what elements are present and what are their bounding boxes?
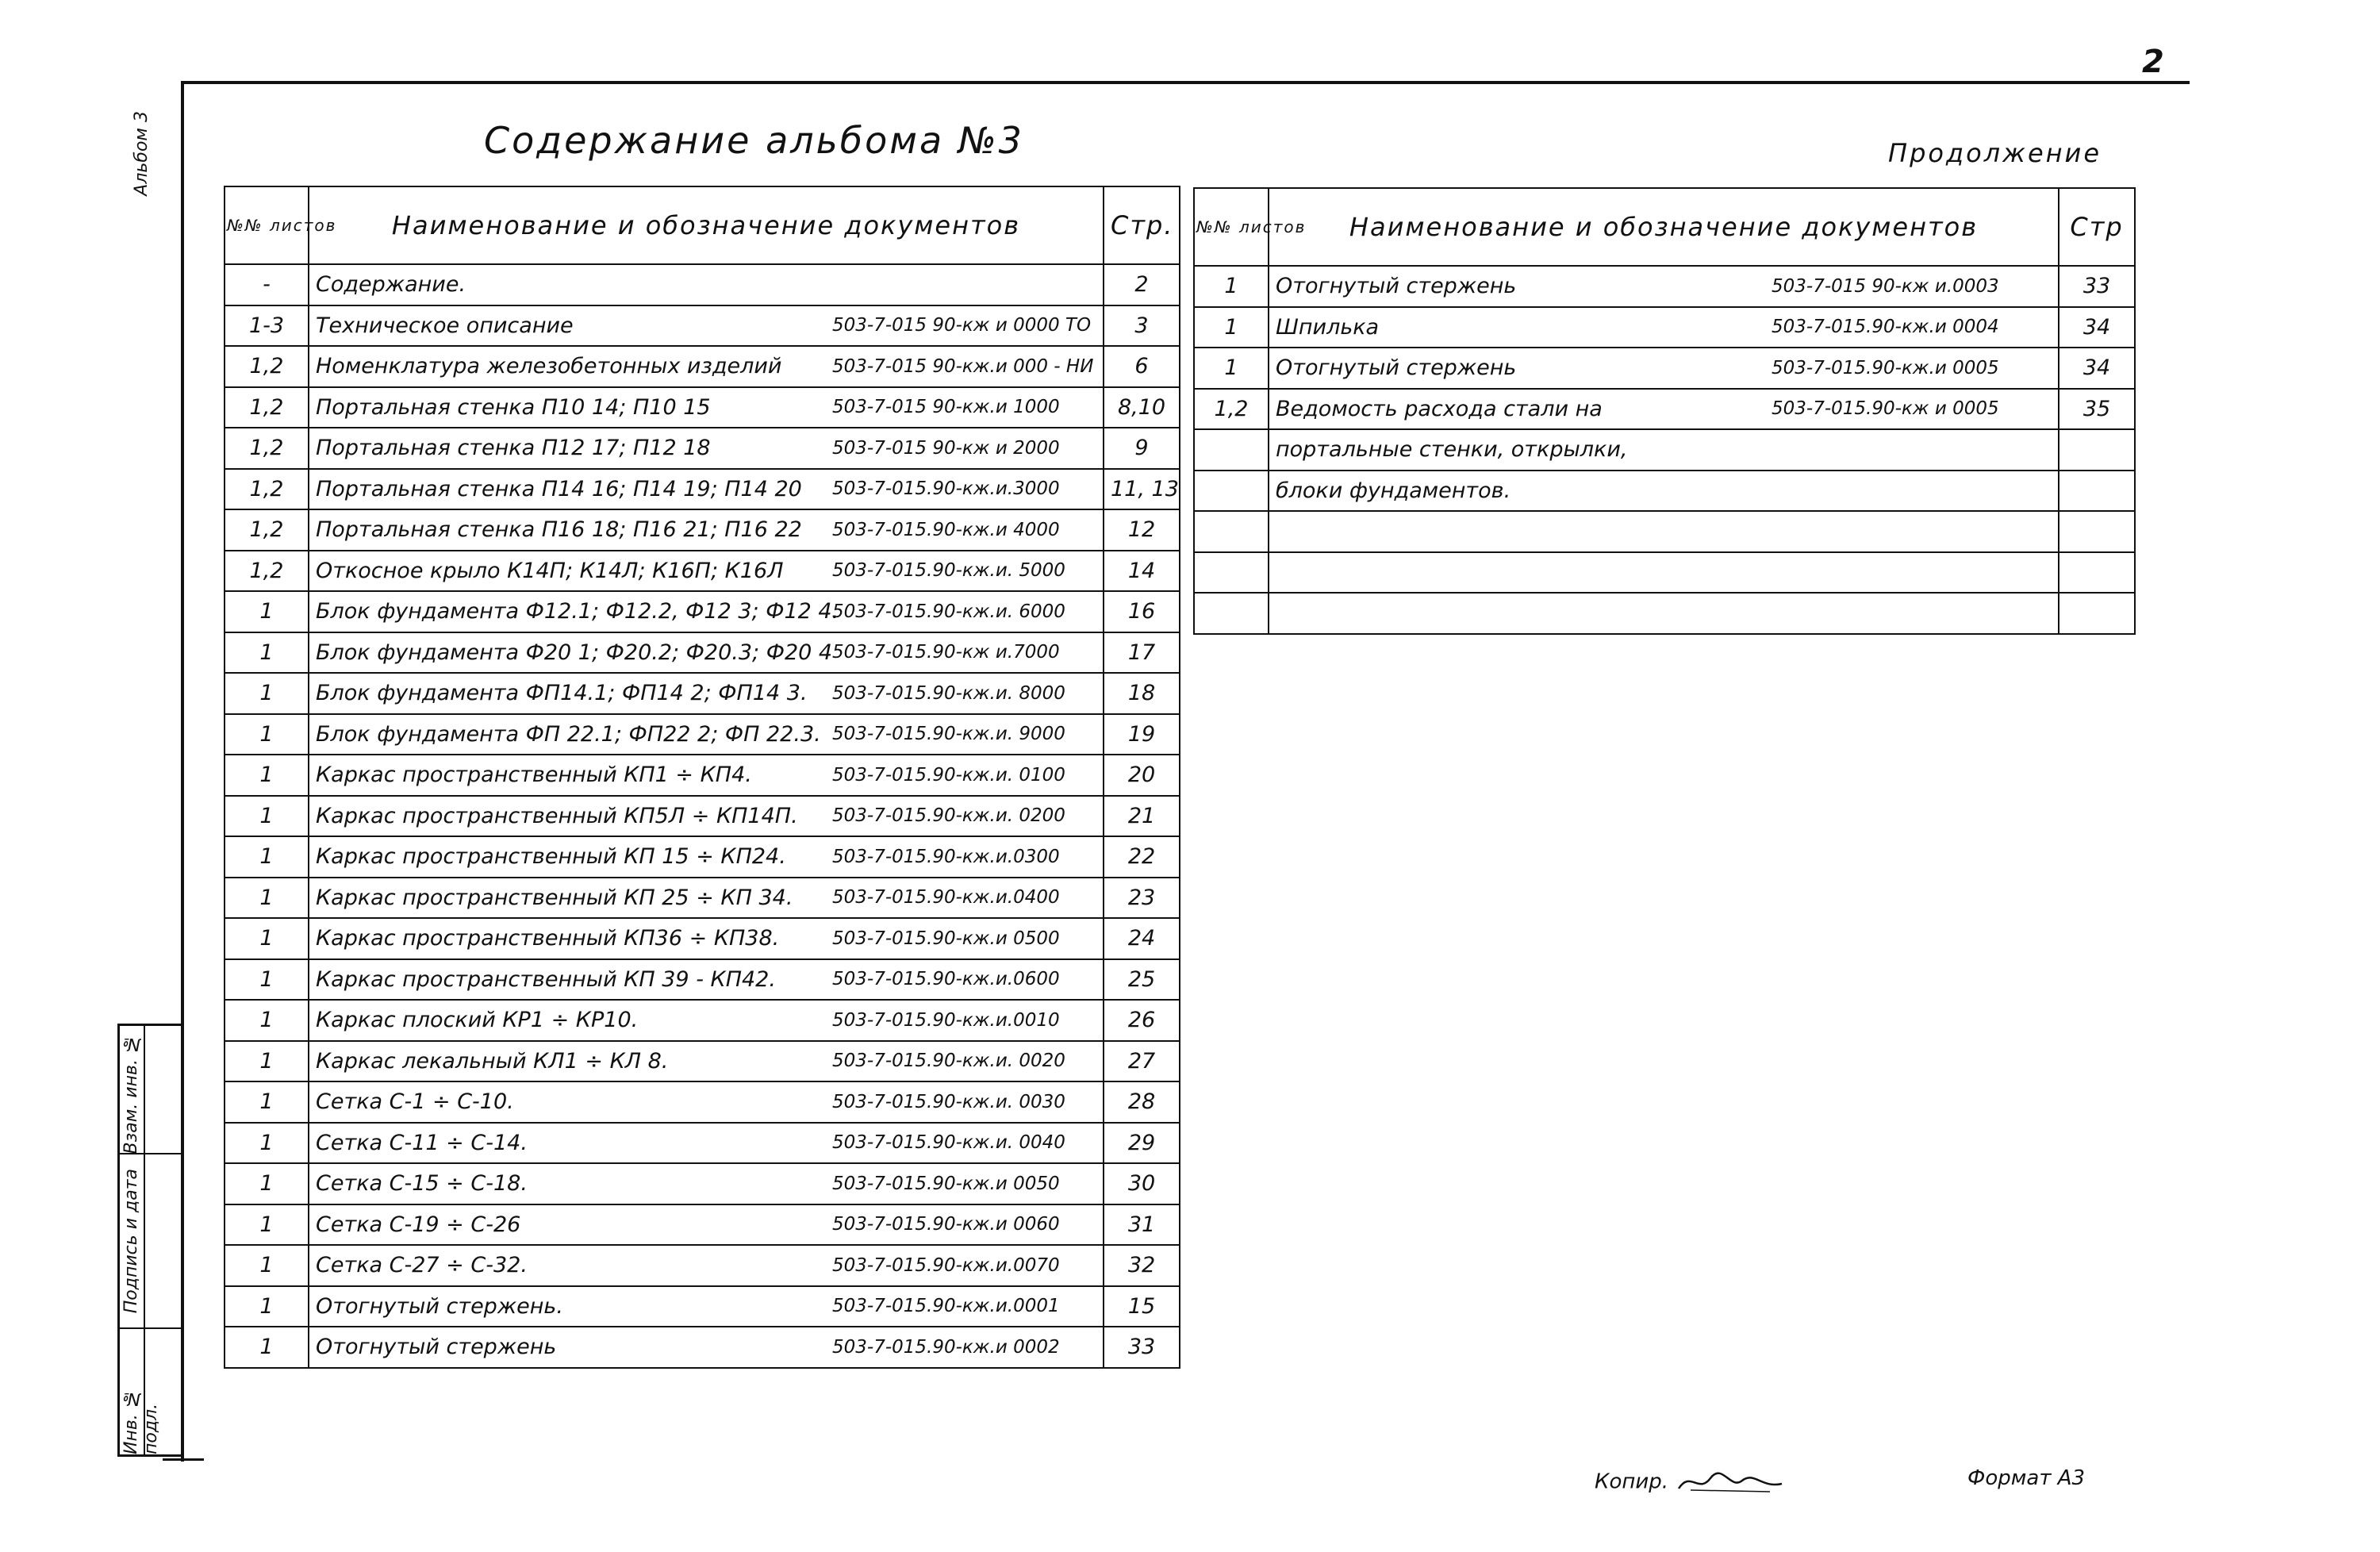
document-name-cell: Сетка С-1 ÷ С-10. <box>309 1081 826 1123</box>
document-name-cell: Каркас пространственный КП 15 ÷ КП24. <box>309 836 826 878</box>
page-number-cell: 9 <box>1104 428 1180 469</box>
document-code-cell: 503-7-015.90-кж.и 0500 <box>826 918 1104 959</box>
contents-table-left <box>224 186 1180 1369</box>
document-name-cell: Блок фундамента ФП 22.1; ФП22 2; ФП 22.3. <box>309 714 826 755</box>
copied-label <box>1595 1466 1786 1498</box>
document-code-cell: 503-7-015.90-кж.и.0070 <box>826 1245 1104 1286</box>
table-row <box>225 469 1180 510</box>
page-number-cell: 11, 13 <box>1104 469 1180 510</box>
document-name-cell: Отогнутый стержень <box>309 1327 826 1368</box>
document-code-cell: 503-7-015.90-кж.и. 6000 <box>826 591 1104 632</box>
sheet-number-cell: 1 <box>225 673 309 714</box>
sheet-number-cell: 1 <box>225 714 309 755</box>
sheet-number-cell: 1 <box>225 1245 309 1286</box>
header-sheet-numbers: №№ листов <box>225 186 309 264</box>
page-number-cell <box>2059 429 2135 471</box>
document-name-cell: Блок фундамента ФП14.1; ФП14 2; ФП14 3. <box>309 673 826 714</box>
table-row <box>1194 593 2135 634</box>
sheet-number-cell: 1 <box>225 878 309 919</box>
header-sheet-numbers: №№ листов <box>1194 188 1269 266</box>
sheet-number-cell: 1,2 <box>225 428 309 469</box>
sheet-number-cell: 1 <box>225 1123 309 1164</box>
page-number-cell: 8,10 <box>1104 387 1180 428</box>
sheet-number-cell: 1,2 <box>1194 389 1269 430</box>
document-name-cell <box>1269 593 1765 634</box>
document-name-cell: Каркас пространственный КП5Л ÷ КП14П. <box>309 796 826 837</box>
document-code-cell: 503-7-015 90-кж и.0003 <box>1765 266 2059 307</box>
table-row <box>1194 307 2135 348</box>
document-code-cell: 503-7-015.90-кж.и 4000 <box>826 509 1104 551</box>
table-row <box>225 1041 1180 1082</box>
document-code-cell: 503-7-015.90-кж.и 0060 <box>826 1204 1104 1246</box>
page-number-cell: 29 <box>1104 1123 1180 1164</box>
table-row <box>225 346 1180 387</box>
document-name-cell: Откосное крыло К14П; К14Л; К16П; К16Л <box>309 551 826 592</box>
table-row <box>225 264 1180 305</box>
contents-table-right <box>1193 187 2136 635</box>
page-number-cell: 33 <box>1104 1327 1180 1368</box>
table-header-row <box>225 186 1180 264</box>
table-row <box>225 1327 1180 1368</box>
document-name-cell: Отогнутый стержень. <box>309 1286 826 1327</box>
document-name-cell: Блок фундамента Ф20 1; Ф20.2; Ф20.3; Ф20 4 <box>309 632 826 674</box>
document-name-cell: Каркас пространственный КП 25 ÷ КП 34. <box>309 878 826 919</box>
sheet-number-cell <box>1194 471 1269 512</box>
document-code-cell: 503-7-015 90-кж.и 1000 <box>826 387 1104 428</box>
sheet-number-cell: 1 <box>1194 266 1269 307</box>
page-number-cell: 14 <box>1104 551 1180 592</box>
document-name-cell <box>1269 511 1765 552</box>
table-row <box>225 1081 1180 1123</box>
document-name-cell: Содержание. <box>309 264 826 305</box>
document-code-cell: 503-7-015.90-кж.и.0300 <box>826 836 1104 878</box>
page-number-cell: 31 <box>1104 1204 1180 1246</box>
table-row <box>1194 389 2135 430</box>
document-name-cell: Портальная стенка П12 17; П12 18 <box>309 428 826 469</box>
table-row <box>225 1163 1180 1204</box>
table-row <box>1194 552 2135 594</box>
document-name-cell: Каркас пространственный КП 39 - КП42. <box>309 959 826 1001</box>
page-number-cell <box>2059 471 2135 512</box>
sheet-number-cell: 1 <box>225 959 309 1001</box>
document-name-cell: Портальная стенка П10 14; П10 15 <box>309 387 826 428</box>
document-code-cell: 503-7-015.90-кж.и 0050 <box>826 1163 1104 1204</box>
document-code-cell: 503-7-015.90-кж и.7000 <box>826 632 1104 674</box>
stamp-replace-label: Взам. инв. № <box>121 1034 141 1154</box>
page-number-cell: 26 <box>1104 1000 1180 1041</box>
document-code-cell: 503-7-015.90-кж и 0005 <box>1765 389 2059 430</box>
table-row <box>225 755 1180 796</box>
page-number-cell: 20 <box>1104 755 1180 796</box>
sheet-number-cell <box>1194 593 1269 634</box>
table-row <box>225 918 1180 959</box>
document-code-cell: 503-7-015.90-кж.и.0010 <box>826 1000 1104 1041</box>
signature-icon <box>1675 1466 1786 1498</box>
document-name-cell: Сетка С-19 ÷ С-26 <box>309 1204 826 1246</box>
page-number: 2 <box>2142 44 2164 80</box>
page-title: Содержание альбома №3 <box>484 119 1024 162</box>
side-album-label: Альбом 3 <box>132 111 152 196</box>
document-name-cell: Ведомость расхода стали на <box>1269 389 1765 430</box>
sheet-number-cell: 1,2 <box>225 551 309 592</box>
document-name-cell: Шпилька <box>1269 307 1765 348</box>
table-row <box>1194 471 2135 512</box>
sheet-number-cell: 1 <box>225 591 309 632</box>
page-number-cell <box>2059 552 2135 594</box>
document-name-cell: Сетка С-27 ÷ С-32. <box>309 1245 826 1286</box>
stamp-block <box>117 1024 183 1457</box>
document-code-cell <box>1765 471 2059 512</box>
sheet-number-cell: 1,2 <box>225 509 309 551</box>
table-row <box>225 714 1180 755</box>
document-code-cell: 503-7-015.90-кж.и. 0020 <box>826 1041 1104 1082</box>
continuation-label: Продолжение <box>1888 138 2102 168</box>
document-code-cell: 503-7-015 90-кж.и 000 - НИ <box>826 346 1104 387</box>
page-number-cell: 32 <box>1104 1245 1180 1286</box>
sheet-number-cell: 1 <box>225 1204 309 1246</box>
document-code-cell: 503-7-015.90-кж.и. 5000 <box>826 551 1104 592</box>
document-name-cell: Каркас пространственный КП1 ÷ КП4. <box>309 755 826 796</box>
table-row <box>225 428 1180 469</box>
document-name-cell: Блок фундамента Ф12.1; Ф12.2, Ф12 3; Ф12 4. <box>309 591 826 632</box>
page-number-cell: 30 <box>1104 1163 1180 1204</box>
document-code-cell <box>1765 429 2059 471</box>
document-code-cell <box>1765 593 2059 634</box>
copied-text: Копир. <box>1595 1469 1669 1494</box>
document-code-cell: 503-7-015.90-кж.и. 9000 <box>826 714 1104 755</box>
document-name-cell: Сетка С-15 ÷ С-18. <box>309 1163 826 1204</box>
page-number-cell: 2 <box>1104 264 1180 305</box>
document-name-cell: Отогнутый стержень <box>1269 266 1765 307</box>
document-code-cell <box>1765 511 2059 552</box>
document-code-cell: 503-7-015.90-кж.и 0004 <box>1765 307 2059 348</box>
document-code-cell: 503-7-015.90-кж.и. 0040 <box>826 1123 1104 1164</box>
page-number-cell <box>2059 593 2135 634</box>
table-row <box>225 1286 1180 1327</box>
document-name-cell <box>1269 552 1765 594</box>
page-number-cell: 33 <box>2059 266 2135 307</box>
sheet-number-cell: 1-3 <box>225 305 309 347</box>
header-name-and-designation: Наименование и обозначение документов <box>309 186 1104 264</box>
sheet-number-cell: 1 <box>225 1081 309 1123</box>
document-code-cell: 503-7-015.90-кж.и. 8000 <box>826 673 1104 714</box>
page-number-cell: 35 <box>2059 389 2135 430</box>
table-row <box>225 836 1180 878</box>
table-row <box>225 1245 1180 1286</box>
header-page: Стр. <box>1104 186 1180 264</box>
document-name-cell: Каркас лекальный КЛ1 ÷ КЛ 8. <box>309 1041 826 1082</box>
sheet-number-cell: 1 <box>225 1327 309 1368</box>
document-code-cell: 503-7-015.90-кж.и 0005 <box>1765 348 2059 389</box>
page-number-cell: 16 <box>1104 591 1180 632</box>
table-row <box>225 591 1180 632</box>
sheet-number-cell: 1 <box>225 796 309 837</box>
page-number-cell: 18 <box>1104 673 1180 714</box>
document-code-cell: 503-7-015.90-кж.и.0001 <box>826 1286 1104 1327</box>
page-number-cell: 21 <box>1104 796 1180 837</box>
page-number-cell <box>2059 511 2135 552</box>
document-name-cell: Техническое описание <box>309 305 826 347</box>
stamp-inv-label: Инв. № подл. <box>121 1389 161 1454</box>
table-row <box>1194 266 2135 307</box>
page-number-cell: 12 <box>1104 509 1180 551</box>
page-number-cell: 34 <box>2059 307 2135 348</box>
document-code-cell: 503-7-015 90-кж и 0000 ТО <box>826 305 1104 347</box>
stamp-sign-label: Подпись и дата <box>121 1169 141 1314</box>
sheet-number-cell: 1 <box>225 1000 309 1041</box>
document-name-cell: Номенклатура железобетонных изделий <box>309 346 826 387</box>
table-row <box>225 551 1180 592</box>
page-number-cell: 24 <box>1104 918 1180 959</box>
page-number-cell: 27 <box>1104 1041 1180 1082</box>
sheet-number-cell: 1 <box>1194 348 1269 389</box>
table-row <box>225 305 1180 347</box>
document-name-cell: Сетка С-11 ÷ С-14. <box>309 1123 826 1164</box>
sheet-number-cell: 1 <box>225 755 309 796</box>
sheet-number-cell: 1 <box>225 1163 309 1204</box>
document-name-cell: блоки фундаментов. <box>1269 471 1765 512</box>
page-number-cell: 6 <box>1104 346 1180 387</box>
table-row <box>1194 429 2135 471</box>
header-page: Стр <box>2059 188 2135 266</box>
document-code-cell <box>826 264 1104 305</box>
page-number-cell: 17 <box>1104 632 1180 674</box>
document-code-cell: 503-7-015.90-кж.и 0002 <box>826 1327 1104 1368</box>
page-number-cell: 34 <box>2059 348 2135 389</box>
table-row <box>225 1204 1180 1246</box>
table-row <box>225 1123 1180 1164</box>
document-name-cell: портальные стенки, открылки, <box>1269 429 1765 471</box>
page-number-cell: 28 <box>1104 1081 1180 1123</box>
document-code-cell: 503-7-015.90-кж.и.3000 <box>826 469 1104 510</box>
document-code-cell: 503-7-015.90-кж.и.0600 <box>826 959 1104 1001</box>
document-code-cell <box>1765 552 2059 594</box>
table-row <box>225 1000 1180 1041</box>
document-code-cell: 503-7-015.90-кж.и. 0100 <box>826 755 1104 796</box>
table-row <box>225 959 1180 1001</box>
table-row <box>225 878 1180 919</box>
page-number-cell: 19 <box>1104 714 1180 755</box>
sheet-number-cell: 1,2 <box>225 387 309 428</box>
document-name-cell: Отогнутый стержень <box>1269 348 1765 389</box>
sheet-number-cell: 1 <box>225 1041 309 1082</box>
document-name-cell: Каркас плоский КР1 ÷ КР10. <box>309 1000 826 1041</box>
sheet-number-cell: 1 <box>225 836 309 878</box>
table-row <box>1194 511 2135 552</box>
page-number-cell: 3 <box>1104 305 1180 347</box>
table-row <box>225 673 1180 714</box>
sheet-number-cell: 1 <box>1194 307 1269 348</box>
header-name-and-designation: Наименование и обозначение документов <box>1269 188 2059 266</box>
document-code-cell: 503-7-015.90-кж.и.0400 <box>826 878 1104 919</box>
document-name-cell: Портальная стенка П14 16; П14 19; П14 20 <box>309 469 826 510</box>
document-code-cell: 503-7-015.90-кж.и. 0200 <box>826 796 1104 837</box>
table-row <box>225 632 1180 674</box>
bottom-left-tick <box>163 1458 204 1461</box>
document-code-cell: 503-7-015.90-кж.и. 0030 <box>826 1081 1104 1123</box>
sheet-number-cell: 1 <box>225 1286 309 1327</box>
sheet-number-cell: 1 <box>225 632 309 674</box>
page-number-cell: 25 <box>1104 959 1180 1001</box>
table-row <box>225 509 1180 551</box>
sheet-number-cell <box>1194 429 1269 471</box>
page-number-cell: 22 <box>1104 836 1180 878</box>
page-number-cell: 15 <box>1104 1286 1180 1327</box>
sheet-number-cell <box>1194 552 1269 594</box>
table-header-row <box>1194 188 2135 266</box>
document-code-cell: 503-7-015 90-кж и 2000 <box>826 428 1104 469</box>
table-row <box>225 796 1180 837</box>
sheet-number-cell: 1,2 <box>225 469 309 510</box>
page-number-cell: 23 <box>1104 878 1180 919</box>
sheet-number-cell: 1,2 <box>225 346 309 387</box>
document-name-cell: Портальная стенка П16 18; П16 21; П16 22 <box>309 509 826 551</box>
sheet-number-cell: - <box>225 264 309 305</box>
sheet-number-cell: 1 <box>225 918 309 959</box>
sheet-number-cell <box>1194 511 1269 552</box>
document-name-cell: Каркас пространственный КП36 ÷ КП38. <box>309 918 826 959</box>
table-row <box>1194 348 2135 389</box>
top-frame-line <box>181 81 2190 84</box>
table-row <box>225 387 1180 428</box>
format-label: Формат А3 <box>1967 1466 2086 1490</box>
